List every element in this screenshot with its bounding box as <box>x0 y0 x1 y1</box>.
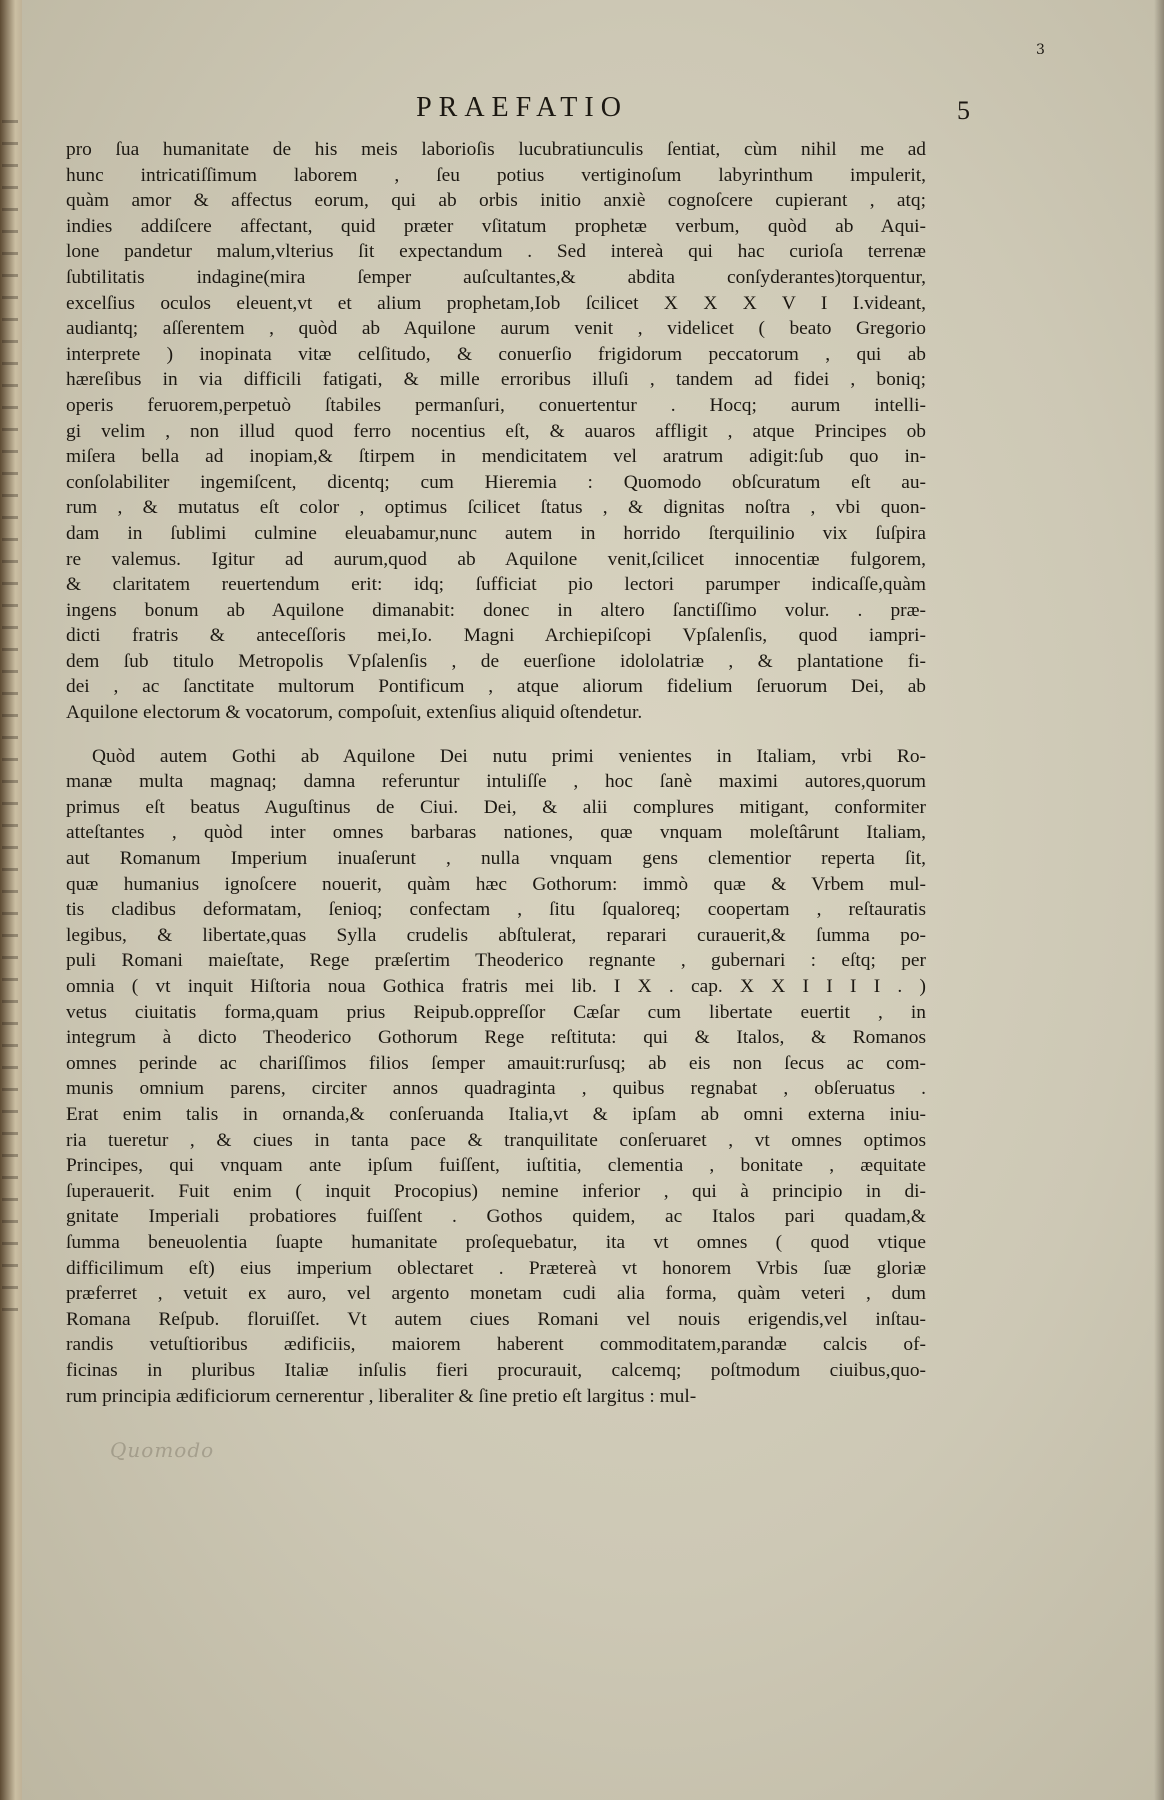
text-line: indies addiſcere affectant, quid præter vſitatum prophetæ verbum, quòd ab Aqui- <box>66 215 926 237</box>
main-text-block <box>66 137 926 1409</box>
text-line: præferret , vetuit ex auro, vel argento monetam cudi alia forma, quàm veteri , dum <box>66 1283 926 1305</box>
text-line: aut Romanum Imperium inuaſerunt , nulla vnquam gens clementior reperta ſit, <box>66 848 926 870</box>
text-line: lone pandetur malum,vlterius ſit expectandum . Sed intereà qui hac curioſa terrenæ <box>66 241 926 263</box>
text-line: pro ſua humanitate de his meis laborioſis lucubratiunculis ſentiat, cùm nihil me ad <box>66 139 926 160</box>
text-line: atteſtantes , quòd inter omnes barbaras nationes, quæ vnquam moleſtârunt Italiam, <box>66 822 926 844</box>
text-line: Romana Reſpub. floruiſſet. Vt autem ciues Romani vel nouis erigendis,vel inſtau- <box>66 1308 926 1330</box>
text-line: difficilimum eſt) eius imperium oblectaret . Prætereà vt honorem Vrbis ſuæ gloriæ <box>66 1257 926 1279</box>
text-line: conſolabiliter ingemiſcent, dicentq; cum Hieremia : Quomodo obſcuratum eſt au- <box>66 471 926 493</box>
text-line: gnitate Imperiali probatiores fuiſſent . Gothos quidem, ac Italos pari quadam,& <box>66 1206 926 1228</box>
text-line: vetus ciuitatis forma,quam prius Reipub.oppreſſor Cæſar cum libertate euertit , in <box>66 1001 926 1023</box>
text-line: excelſius oculos eleuent,vt et alium prophetam,Iob ſcilicet X X X V I I.videant, <box>66 292 926 314</box>
text-line: omnes perinde ac chariſſimos filios ſemper amauit:rurſusq; ab eis non ſecus ac com- <box>66 1052 926 1074</box>
binding-gutter <box>0 0 22 1800</box>
text-line: interprete ) inopinata vitæ celſitudo, & conuerſio frigidorum peccatorum , qui ab <box>66 343 926 365</box>
text-line: operis feruorem,perpetuò ſtabiles permanſuri, conuertentur . Hocq; aurum intelli- <box>66 394 926 416</box>
text-line: quæ humanius ignoſcere nouerit, quàm hæc Gothorum: immò quæ & Vrbem mul- <box>66 873 926 895</box>
paragraph-1 <box>66 137 926 726</box>
text-line: dem ſub titulo Metropolis Vpſalenſis , de euerſione idololatriæ , & plantatione fi- <box>66 650 926 672</box>
text-line: ſubtilitatis indagine(mira ſemper auſcultantes,& abdita conſyderantes)torquentur, <box>66 266 926 288</box>
text-line: audiantq; aſſerentem , quòd ab Aquilone aurum venit , videlicet ( beato Gregorio <box>66 318 926 340</box>
text-line: Quòd autem Gothi ab Aquilone Dei nutu primi venientes in Italiam, vrbi Ro- <box>92 745 926 767</box>
text-line: rum , & mutatus eſt color , optimus ſcilicet ſtatus , & dignitas noſtra , vbi quon- <box>66 497 926 519</box>
text-line: Aquilone electorum & vocatorum, compoſuit, extenſius aliquid oſtendetur. <box>66 702 643 724</box>
text-line: puli Romani maieſtate, Rege præſertim Theoderico regnante , gubernari : eſtq; per <box>66 950 926 972</box>
paragraph-2 <box>66 744 926 1409</box>
text-line: munis omnium parens, circiter annos quadraginta , quibus regnabat , obſeruatus . <box>66 1078 926 1100</box>
text-line: ingens bonum ab Aquilone dimanabit: donec in altero ſanctiſſimo volur. . præ- <box>66 599 926 621</box>
text-line: ficinas in pluribus Italiæ inſulis fieri procurauit, calcemq; poſtmodum ciuibus,quo- <box>66 1359 926 1381</box>
text-line: dei , ac ſanctitate multorum Pontificum , atque aliorum fidelium ſeruorum Dei, ab <box>66 676 926 698</box>
text-line: omnia ( vt inquit Hiſtoria noua Gothica fratris mei lib. I X . cap. X X I I I I . ) <box>66 976 926 997</box>
text-line: Principes, qui vnquam ante ipſum fuiſſent, iuſtitia, clementia , bonitate , æquitate <box>66 1155 926 1177</box>
page-edge-shadow <box>1154 0 1164 1800</box>
text-line: gi velim , non illud quod ferro nocentius eſt, & auaros affligit , atque Principes ob <box>66 420 926 442</box>
text-line: miſera bella ad inopiam,& ſtirpem in mendicitatem vel aratrum adigit:ſub quo in- <box>66 446 926 468</box>
text-line: primus eſt beatus Auguſtinus de Ciui. Dei, & alii complures mitigant, conformiter <box>66 796 926 818</box>
text-line: randis vetuſtioribus ædificiis, maiorem haberent commoditatem,parandæ calcis of- <box>66 1334 926 1356</box>
text-line: tis cladibus deformatam, ſenioq; confectam , ſitu ſqualoreq; coopertam , reſtauratis <box>66 899 926 921</box>
text-line: & claritatem reuertendum erit: idq; ſufficiat pio lectori parumper indicaſſe,quàm <box>66 574 926 596</box>
text-line: rum principia ædificiorum cernerentur , liberaliter & ſine pretio eſt largitus : mul- <box>66 1385 697 1407</box>
catchword-showthrough: Quomodo <box>110 1438 215 1462</box>
text-line: dicti fratris & anteceſſoris mei,Io. Magni Archiepiſcopi Vpſalenſis, quod iampri- <box>66 625 926 647</box>
running-head: PRAEFATIO <box>416 92 628 123</box>
text-line: ria tueretur , & ciues in tanta pace & tranquilitate conſeruaret , vt omnes optimos <box>66 1129 926 1151</box>
text-line: hunc intricatiſſimum laborem , ſeu potius vertiginoſum labyrinthum impulerit, <box>66 164 926 186</box>
text-line: legibus, & libertate,quas Sylla crudelis abſtulerat, reparari curauerit,& ſumma po- <box>66 924 926 946</box>
facing-page-text-remnants <box>2 120 18 1320</box>
text-line: manæ multa magnaq; damna referuntur intuliſſe , hoc ſanè maximi autores,quorum <box>66 771 926 793</box>
book-page <box>22 0 1164 1800</box>
text-line: Erat enim talis in ornanda,& conſeruanda Italia,vt & ipſam ab omni externa iniu- <box>66 1103 926 1125</box>
text-line: ſumma beneuolentia ſuapte humanitate proſequebatur, ita vt omnes ( quod vtique <box>66 1231 926 1253</box>
text-line: dam in ſublimi culmine eleuabamur,nunc autem in horrido ſterquilinio vix ſuſpira <box>66 522 926 544</box>
corner-mark: 3 <box>1036 42 1045 58</box>
text-line: integrum à dicto Theoderico Gothorum Rege reſtituta: qui & Italos, & Romanos <box>66 1027 926 1049</box>
text-line: quàm amor & affectus eorum, qui ab orbis initio anxiè cognoſcere cupierant , atq; <box>66 190 926 212</box>
folio-number: 5 <box>957 96 970 125</box>
text-line: hæreſibus in via difficili fatigati, & mille erroribus illuſi , tandem ad fidei , boniq; <box>66 369 926 391</box>
text-line: re valemus. Igitur ad aurum,quod ab Aquilone venit,ſcilicet innocentiæ fulgorem, <box>66 548 926 570</box>
text-line: ſuperauerit. Fuit enim ( inquit Procopius) nemine inferior , qui à principio in di- <box>66 1180 926 1202</box>
